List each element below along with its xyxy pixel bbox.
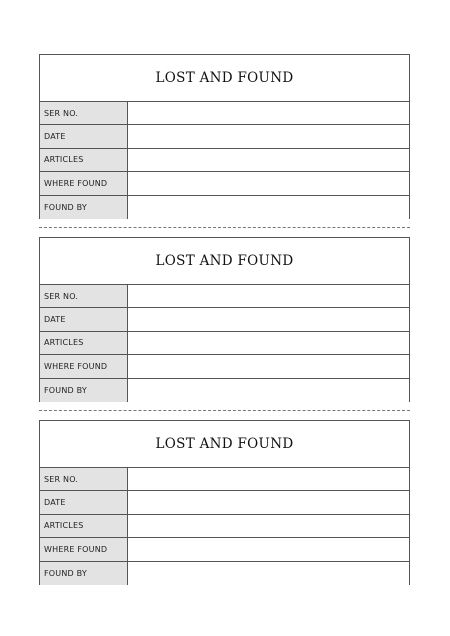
field-label: WHERE FOUND: [40, 355, 128, 377]
date-field[interactable]: [128, 308, 409, 330]
cut-line-divider: [39, 227, 410, 228]
field-label: FOUND BY: [40, 562, 128, 585]
ser-no-field[interactable]: [128, 468, 409, 490]
ser-no-field[interactable]: [128, 102, 409, 124]
field-label: WHERE FOUND: [40, 538, 128, 560]
field-label: ARTICLES: [40, 515, 128, 537]
articles-field[interactable]: [128, 332, 409, 354]
field-label: DATE: [40, 125, 128, 147]
field-row-found-by: [40, 562, 409, 585]
field-label: FOUND BY: [40, 196, 128, 219]
field-label: ARTICLES: [40, 149, 128, 171]
field-row-found-by: [40, 379, 409, 402]
lost-found-card-1: [39, 54, 410, 219]
field-label: FOUND BY: [40, 379, 128, 402]
field-row-ser-no: [40, 285, 409, 308]
field-label: ARTICLES: [40, 332, 128, 354]
card-title: LOST AND FOUND: [40, 421, 409, 468]
where-found-field[interactable]: [128, 355, 409, 377]
field-row-date: [40, 491, 409, 514]
articles-field[interactable]: [128, 149, 409, 171]
cut-line-divider: [39, 410, 410, 411]
lost-found-card-2: [39, 237, 410, 402]
field-label: DATE: [40, 491, 128, 513]
lost-found-card-3: [39, 420, 410, 585]
field-label: DATE: [40, 308, 128, 330]
field-row-date: [40, 125, 409, 148]
where-found-field[interactable]: [128, 172, 409, 194]
field-row-articles: [40, 332, 409, 355]
found-by-field[interactable]: [128, 562, 409, 585]
found-by-field[interactable]: [128, 196, 409, 219]
ser-no-field[interactable]: [128, 285, 409, 307]
card-title: LOST AND FOUND: [40, 55, 409, 102]
field-label: SER NO.: [40, 285, 128, 307]
field-row-ser-no: [40, 102, 409, 125]
field-label: SER NO.: [40, 102, 128, 124]
field-row-where-found: [40, 538, 409, 561]
card-title: LOST AND FOUND: [40, 238, 409, 285]
field-row-ser-no: [40, 468, 409, 491]
field-label: WHERE FOUND: [40, 172, 128, 194]
date-field[interactable]: [128, 491, 409, 513]
field-label: SER NO.: [40, 468, 128, 490]
articles-field[interactable]: [128, 515, 409, 537]
field-row-date: [40, 308, 409, 331]
field-row-where-found: [40, 172, 409, 195]
field-row-where-found: [40, 355, 409, 378]
field-row-articles: [40, 149, 409, 172]
found-by-field[interactable]: [128, 379, 409, 402]
field-row-articles: [40, 515, 409, 538]
where-found-field[interactable]: [128, 538, 409, 560]
date-field[interactable]: [128, 125, 409, 147]
field-row-found-by: [40, 196, 409, 219]
